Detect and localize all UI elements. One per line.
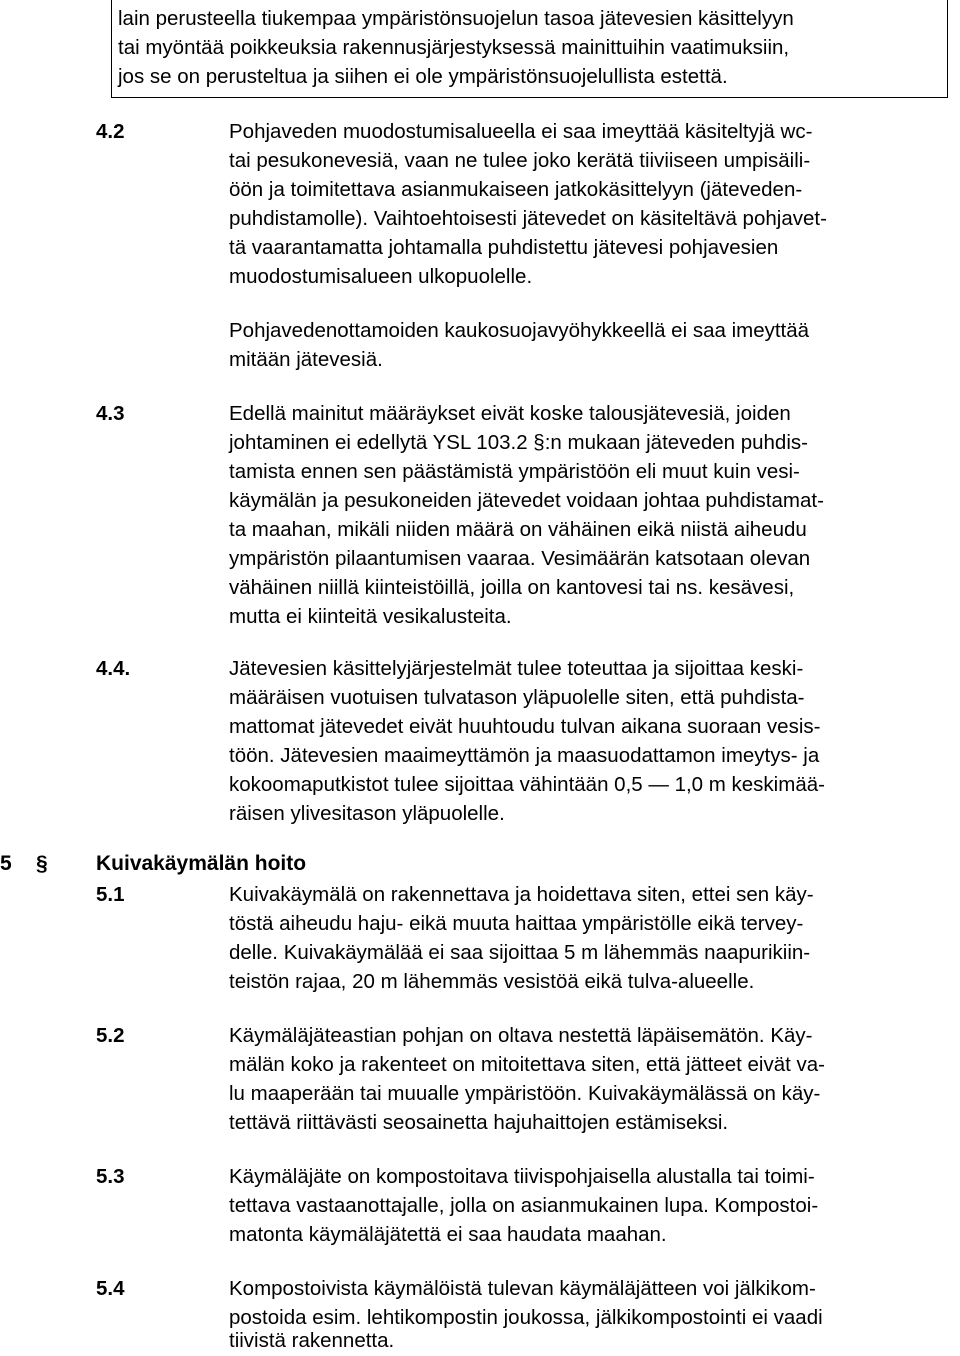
item-number-5-2: 5.2 [96,1024,125,1047]
item-5-2-line: Käymäläjäteastian pohjan on oltava nestettä läpäisemätön. Käy- [229,1024,813,1047]
item-5-4-line: tiivistä rakennetta. [229,1329,395,1352]
item-5-2-line: mälän koko ja rakenteet on mitoitettava siten, että jätteet eivät va- [229,1053,825,1076]
item-4-3-line: käymälän ja pesukoneiden jätevedet voidaan johtaa puhdistamat- [229,489,824,512]
item-4-4-line: räisen ylivesitason yläpuolelle. [229,802,505,825]
item-4-2-line: öön ja toimitettava asianmukaiseen jatkokäsittelyyn (jäteveden- [229,178,803,201]
item-4-3-line: Edellä mainitut määräykset eivät koske talousjätevesiä, joiden [229,402,791,425]
item-4-2-line: tä vaarantamatta johtamalla puhdistettu jätevesi pohjavesien [229,236,779,259]
item-4-3-line: mutta ei kiinteitä vesikalusteita. [229,605,512,628]
item-number-4-3: 4.3 [96,402,125,425]
note-line: tai myöntää poikkeuksia rakennusjärjestyksessä mainittuihin vaatimuksiin, [118,36,790,59]
item-5-1-line: Kuivakäymälä on rakennettava ja hoidettava siten, ettei sen käy- [229,883,814,906]
item-5-3-line: matonta käymäläjätettä ei saa haudata maahan. [229,1223,667,1246]
section-title: Kuivakäymälän hoito [96,852,307,875]
item-4-4-line: Jätevesien käsittelyjärjestelmät tulee toteuttaa ja sijoittaa keski- [229,657,804,680]
item-5-4-line: postoida esim. lehtikompostin joukossa, jälkikompostointi ei vaadi [229,1306,823,1329]
item-4-3-line: johtaminen ei edellytä YSL 103.2 §:n mukaan jäteveden puhdis- [229,431,808,454]
item-5-1-line: delle. Kuivakäymälää ei saa sijoittaa 5 m lähemmäs naapurikiin- [229,941,811,964]
item-number-5-4: 5.4 [96,1277,125,1300]
item-4-3-line: tamista ennen sen päästämistä ympäristöön eli muut kuin vesi- [229,460,800,483]
item-4-3-line: ympäristön pilaantumisen vaaraa. Vesimäärän katsotaan olevan [229,547,811,570]
section-number: 5 [0,852,12,875]
item-4-4-line: töön. Jätevesien maaimeyttämön ja maasuodattamon imeytys- ja [229,744,820,767]
item-4-3-line: vähäinen niillä kiinteistöillä, joilla on kantovesi tai ns. kesävesi, [229,576,795,599]
item-5-3-line: tettava vastaanottajalle, jolla on asianmukainen lupa. Kompostoi- [229,1194,819,1217]
item-5-4-line: Kompostoivista käymälöistä tulevan käymäläjätteen voi jälkikom- [229,1277,816,1300]
item-4-2-line: Pohjaveden muodostumisalueella ei saa imeyttää käsiteltyjä wc- [229,120,813,143]
item-5-1-line: teistön rajaa, 20 m lähemmäs vesistöä eikä tulva-alueelle. [229,970,755,993]
item-4-2-line: Pohjavedenottamoiden kaukosuojavyöhykkeellä ei saa imeyttää [229,319,810,342]
item-number-5-3: 5.3 [96,1165,125,1188]
item-number-4-4: 4.4. [96,657,131,680]
item-4-2-line: mitään jätevesiä. [229,348,383,371]
item-4-4-line: määräisen vuotuisen tulvatason yläpuolelle siten, että puhdista- [229,686,805,709]
item-5-1-line: töstä aiheudu haju- eikä muuta haittaa ympäristölle eikä tervey- [229,912,804,935]
item-5-2-line: tettävä riittävästi seosainetta hajuhaittojen estämiseksi. [229,1111,729,1134]
item-5-2-line: lu maaperään tai muualle ympäristöön. Kuivakäymälässä on käy- [229,1082,821,1105]
item-4-2-line: tai pesukonevesiä, vaan ne tulee joko kerätä tiiviiseen umpisäili- [229,149,811,172]
note-line: jos se on perusteltua ja siihen ei ole ympäristönsuojelullista estettä. [118,65,728,88]
item-number-4-2: 4.2 [96,120,125,143]
note-line: lain perusteella tiukempaa ympäristönsuojelun tasoa jätevesien käsittelyyn [118,7,794,30]
item-4-2-line: puhdistamolle). Vaihtoehtoisesti jätevedet on käsiteltävä pohjavet- [229,207,827,230]
section-sign: § [36,852,48,875]
item-4-4-line: mattomat jätevedet eivät huuhtoudu tulvan aikana suoraan vesis- [229,715,821,738]
item-4-2-line: muodostumisalueen ulkopuolelle. [229,265,533,288]
item-5-3-line: Käymäläjäte on kompostoitava tiivispohjaisella alustalla tai toimi- [229,1165,815,1188]
item-4-3-line: ta maahan, mikäli niiden määrä on vähäinen eikä niistä aiheudu [229,518,807,541]
item-4-4-line: kokoomaputkistot tulee sijoittaa vähintään 0,5 — 1,0 m keskimää- [229,773,825,796]
item-number-5-1: 5.1 [96,883,125,906]
